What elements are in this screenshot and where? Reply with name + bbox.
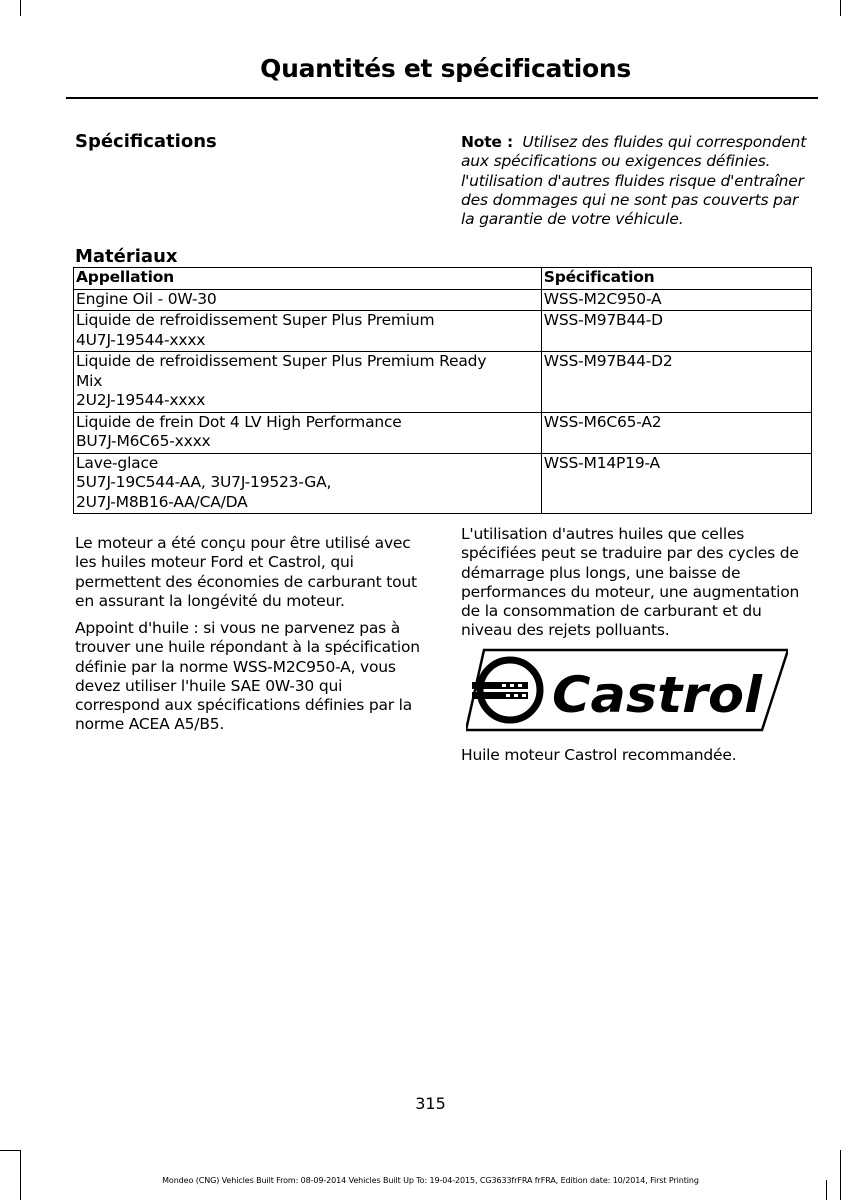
logo-caption: Huile moteur Castrol recommandée. [461, 746, 737, 764]
crop-mark-bottom-right-2 [840, 1150, 841, 1200]
part-number-line: 5U7J-19C544-AA, 3U7J-19523-GA, [76, 473, 332, 491]
table-row [74, 352, 812, 413]
note-text: Utilisez des fluides qui correspondent aux spécifications ou exigences définies. l'utilisation d'autres fluides risque d'entraîner des dommages qui ne sont pas couverts par la garantie de votre véhicule. [461, 133, 807, 229]
appellation-line: Liquide de refroidissement Super Plus Premium Ready [76, 352, 487, 370]
table-header-row [74, 268, 812, 290]
page-number: 315 [415, 1094, 446, 1113]
oil-top-up-paragraph: Appoint d'huile : si vous ne parvenez pas à trouver une huile répondant à la spécification définie par la norme WSS-M2C950-A, vous devez utiliser l'huile SAE 0W-30 qui correspond aux spécifications définies par la norme ACEA A5/B5. [75, 619, 420, 734]
materials-heading: Matériaux [75, 246, 178, 267]
page-title: Quantités et spécifications [260, 54, 631, 83]
title-divider [66, 97, 818, 99]
crop-mark-top-right [840, 0, 841, 16]
engine-oil-paragraph: Le moteur a été conçu pour être utilisé avec les huiles moteur Ford et Castrol, qui permettent des économies de carburant tout en assurant la longévité du moteur. [75, 534, 417, 610]
note-label: Note : [461, 133, 513, 151]
table-row [74, 412, 812, 453]
note-block [461, 133, 813, 229]
table-row [74, 453, 812, 514]
castrol-logo [466, 646, 788, 734]
part-number-line: 2U7J-M8B16-AA/CA/DA [76, 492, 248, 511]
column-header-appellation: Appellation [74, 268, 542, 290]
appellation-cell [74, 453, 542, 514]
specification-cell: WSS-M97B44-D [541, 311, 811, 352]
part-number-line: 2U2J-19544-xxxx [76, 391, 206, 409]
appellation-line: Mix [76, 371, 103, 390]
crop-mark-bottom-left-vertical [20, 1150, 21, 1200]
appellation-line: Engine Oil - 0W-30 [76, 289, 217, 308]
specification-cell: WSS-M97B44-D2 [541, 352, 811, 413]
appellation-cell [74, 352, 542, 413]
appellation-cell [74, 311, 542, 352]
appellation-cell [74, 289, 542, 311]
appellation-line: Liquide de frein Dot 4 LV High Performance [76, 412, 402, 431]
materials-table [73, 267, 812, 514]
part-number-line: 4U7J-19544-xxxx [76, 330, 206, 349]
castrol-wordmark: Castrol [552, 666, 763, 724]
crop-mark-bottom-left-horizontal [0, 1150, 20, 1151]
crop-mark-top-left [20, 0, 21, 16]
table-row [74, 289, 812, 311]
specification-cell: WSS-M14P19-A [541, 453, 811, 514]
footer-text: Mondeo (CNG) Vehicles Built From: 08-09-2014 Vehicles Built Up To: 19-04-2015, CG3633frFRA frFRA, Edition date: 10/2014, First Printing [162, 1176, 699, 1185]
other-oils-paragraph: L'utilisation d'autres huiles que celles spécifiées peut se traduire par des cycles de démarrage plus longs, une baisse de performances du moteur, une augmentation de la consommation de carburant et du niveau des rejets polluants. [461, 525, 800, 640]
table-row [74, 311, 812, 352]
specification-cell: WSS-M6C65-A2 [541, 412, 811, 453]
column-header-specification: Spécification [541, 268, 811, 290]
section-heading: Spécifications [75, 131, 217, 152]
appellation-cell [74, 412, 542, 453]
appellation-line: Lave-glace [76, 453, 159, 472]
appellation-line: Liquide de refroidissement Super Plus Premium [76, 311, 435, 329]
part-number-line: BU7J-M6C65-xxxx [76, 432, 211, 450]
specification-cell: WSS-M2C950-A [541, 289, 811, 311]
